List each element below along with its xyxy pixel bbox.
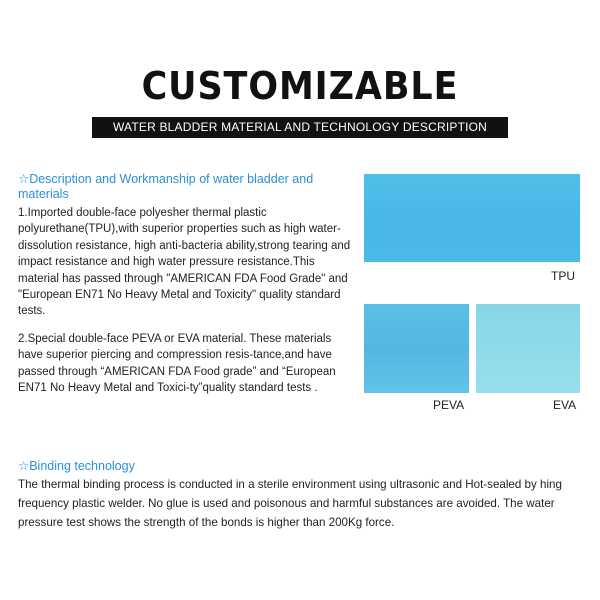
peva-label: PEVA <box>433 398 465 412</box>
binding-heading: ☆Binding technology <box>18 459 135 473</box>
tpu-material-swatch <box>364 174 580 262</box>
peva-material-swatch <box>364 304 469 393</box>
subtitle-banner: WATER BLADDER MATERIAL AND TECHNOLOGY DESCRIPTION <box>92 117 508 138</box>
description-paragraph-peva-eva: 2.Special double-face PEVA or EVA material. These materials have superior piercing and compression resis-tance,and have passed through “AMERICAN FDA Food grade” and “European EN71 No Heavy Metal and Toxici-ty”quality standard tests . <box>18 333 336 395</box>
description-heading: ☆Description and Workmanship of water bladder and materials <box>18 172 314 201</box>
binding-paragraph: The thermal binding process is conducted in a sterile environment using ultrasonic and Hot-sealed by hing frequency plastic welder. No glue is used and poisonous and harmful substances are avoided. The water pressure test shows the strength of the bonds is higher than 200Kg force. <box>18 478 562 529</box>
tpu-label: TPU <box>551 269 575 283</box>
eva-label: EVA <box>553 398 577 412</box>
page-title: CUSTOMIZABLE <box>141 64 459 108</box>
description-paragraph-tpu: 1.Imported double-face polyesher thermal plastic polyurethane(TPU),with superior properties such as high water-dissolution resistance, high anti-bacteria ability,strong tearing and impact resistance and high water pressure resistance.This material has passed through "AMERICAN FDA Food Grade" and "European EN71 No Heavy Metal and Toxicity" quality standard tests. <box>18 207 351 318</box>
eva-material-swatch <box>476 304 580 393</box>
